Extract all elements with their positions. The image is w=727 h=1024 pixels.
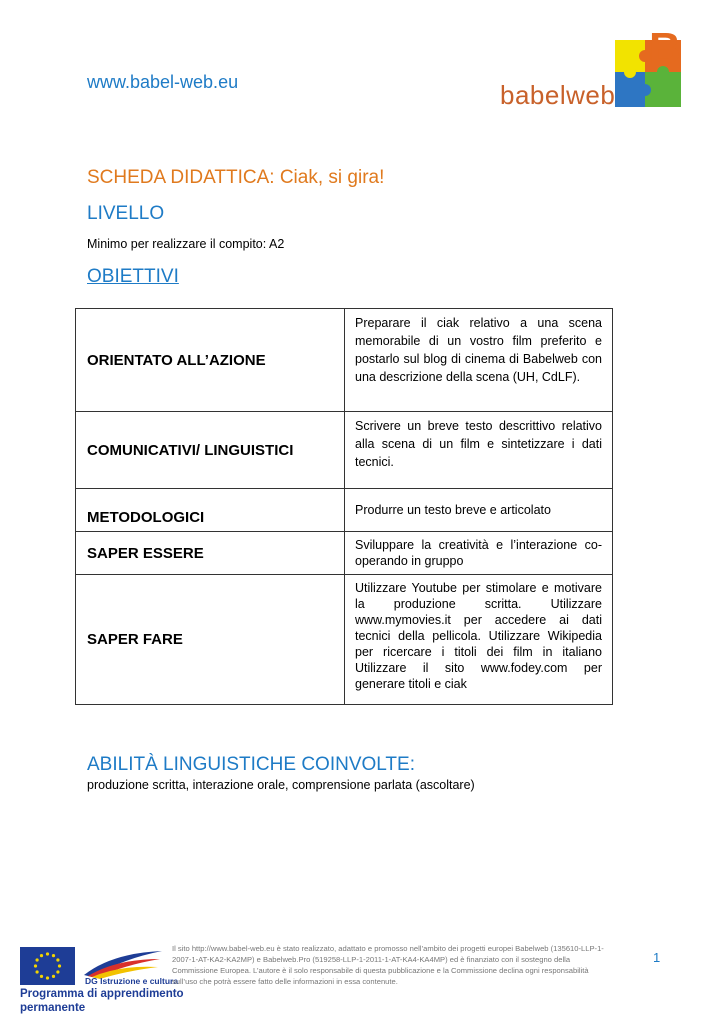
- objectives-table: [75, 308, 613, 705]
- row-label: ORIENTATO ALL’AZIONE: [76, 309, 345, 412]
- livello-text: Minimo per realizzare il compito: A2: [87, 237, 285, 251]
- permanente-label: permanente: [20, 1002, 86, 1014]
- row-text: Sviluppare la creatività e l’interazione co-operando in gruppo: [345, 532, 613, 575]
- table-row: [76, 412, 613, 489]
- logo-text: babelweb: [500, 80, 616, 110]
- page-title: SCHEDA DIDATTICA: Ciak, si gira!: [87, 167, 385, 188]
- logo-letter: B: [649, 28, 681, 73]
- table-row: [76, 489, 613, 532]
- abilita-heading: ABILITÀ LINGUISTICHE COINVOLTE:: [87, 754, 415, 775]
- eu-flag-icon: [20, 947, 75, 985]
- livello-heading: LIVELLO: [87, 203, 165, 224]
- site-url-link[interactable]: www.babel-web.eu: [87, 72, 239, 92]
- row-label: SAPER ESSERE: [76, 532, 345, 575]
- row-text: Utilizzare Youtube per stimolare e motivare la produzione scritta. Utilizzare www.mymovies.it per accedere ai dati tecnici della pellicola. Utilizzare Wikipedia per ricercare i titoli dei film in italiano Utilizzare il sito www.fodey.com per generare titoli e ciak: [345, 575, 613, 705]
- row-text: Produrre un testo breve e articolato: [345, 489, 613, 532]
- footer-note: Il sito http://www.babel-web.eu è stato realizzato, adattato e promosso nell’ambito dei progetti europei Babelweb (135610-LLP-1-2007-1-AT-KA2-KA2MP) e Babelweb.Pro (519258-LLP-1-2011-1-AT-KA4-KA4MP) ed è finanziato con il sostegno della Commissione Europea. L’autore è il solo responsabile di questa pubblicazione e la Commissione declina ogni responsabilità sull’uso che potrà essere fatto delle informazioni in essa contenute.: [172, 944, 604, 986]
- table-row: [76, 532, 613, 575]
- page-number: 1: [653, 950, 661, 965]
- dg-istruzione-label: DG Istruzione e cultura: [85, 976, 179, 986]
- abilita-text: produzione scritta, interazione orale, comprensione parlata (ascoltare): [87, 778, 475, 792]
- row-label: METODOLOGICI: [76, 489, 345, 532]
- row-label: SAPER FARE: [76, 575, 345, 705]
- programma-label: Programma di apprendimento: [20, 988, 184, 1000]
- row-text: Scrivere un breve testo descrittivo relativo alla scena di un film e sintetizzare i dati tecnici.: [345, 412, 613, 489]
- row-label: COMUNICATIVI/ LINGUISTICI: [76, 412, 345, 489]
- table-row: [76, 309, 613, 412]
- table-row: [76, 575, 613, 705]
- obiettivi-heading: OBIETTIVI: [87, 266, 179, 287]
- row-text: Preparare il ciak relativo a una scena memorabile di un vostro film preferito e postarlo sul blog di cinema di Babelweb con una descrizione della scena (UH, CdLF).: [345, 309, 613, 412]
